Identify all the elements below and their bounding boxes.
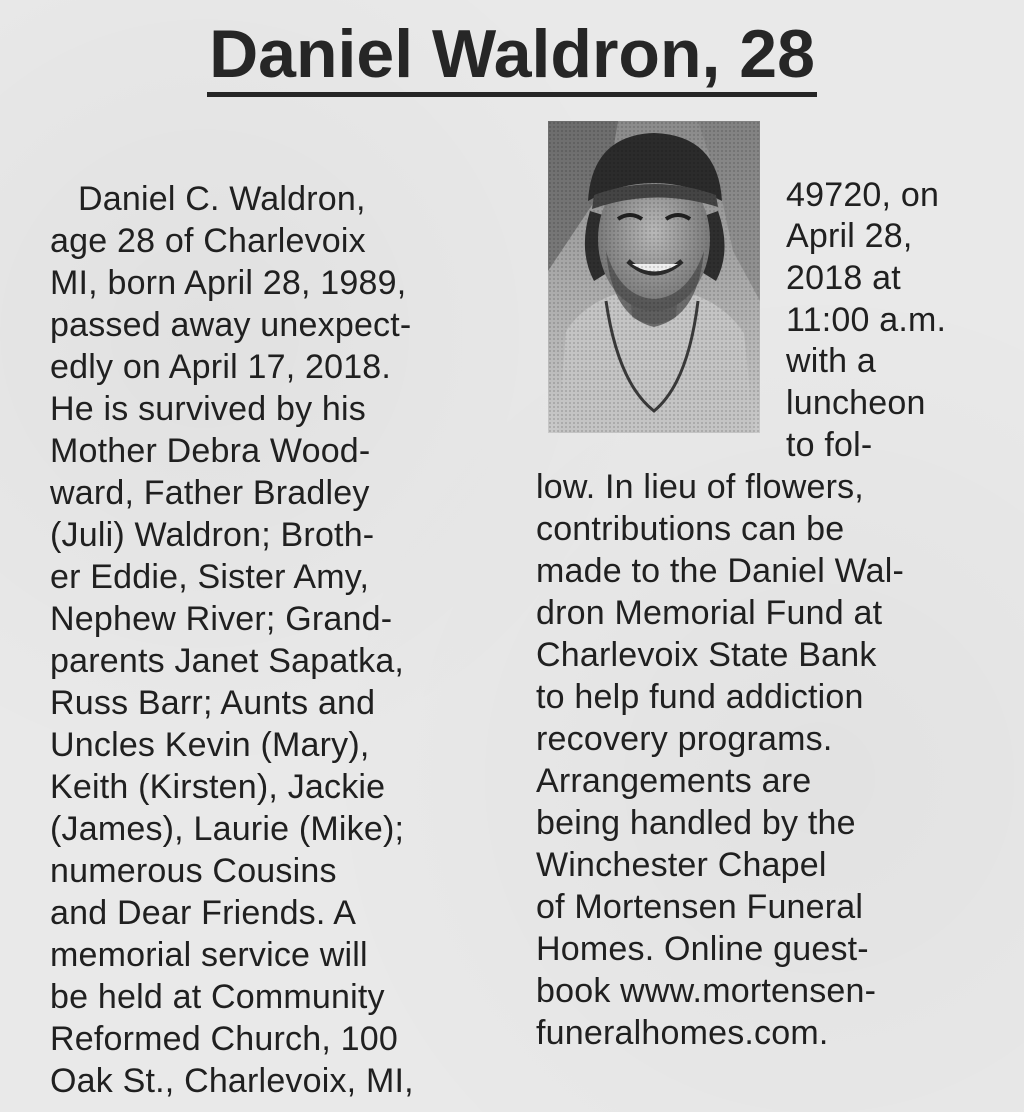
left-column-line: Mother Debra Wood-: [50, 432, 371, 470]
right-column-line: Charlevoix State Bank: [536, 636, 877, 674]
left-column-line: and Dear Friends. A: [50, 894, 357, 932]
left-column-line: be held at Community: [50, 978, 385, 1016]
right-column-line: to fol-: [786, 426, 873, 464]
left-column-line: ward, Father Bradley: [50, 474, 370, 512]
portrait-image: [548, 121, 760, 433]
right-column-line: 2018 at: [786, 259, 901, 297]
right-column-line: Arrangements are: [536, 762, 812, 800]
right-column-line: to help fund addiction: [536, 678, 864, 716]
left-column-line: Keith (Kirsten), Jackie: [50, 768, 386, 806]
right-column-line: recovery programs.: [536, 720, 833, 758]
left-column-line: (James), Laurie (Mike);: [50, 810, 405, 848]
left-column-line: Oak St., Charlevoix, MI,: [50, 1062, 414, 1100]
left-column-line: Reformed Church, 100: [50, 1020, 398, 1058]
right-column-line: 11:00 a.m.: [786, 301, 947, 339]
portrait-photo: [548, 121, 760, 433]
left-column-line: numerous Cousins: [50, 852, 337, 890]
left-column-line: MI, born April 28, 1989,: [50, 264, 407, 302]
left-column-line: parents Janet Sapatka,: [50, 642, 405, 680]
left-column-line: He is survived by his: [50, 390, 366, 428]
left-column-line: Nephew River; Grand-: [50, 600, 393, 638]
right-column-line: 49720, on: [786, 176, 940, 214]
left-column-line: memorial service will: [50, 936, 368, 974]
right-column-line: low. In lieu of flowers,: [536, 468, 864, 506]
left-column-line: Russ Barr; Aunts and: [50, 684, 376, 722]
right-column-line: made to the Daniel Wal-: [536, 552, 905, 590]
left-column-line: er Eddie, Sister Amy,: [50, 558, 370, 596]
headline-text: Daniel Waldron, 28: [207, 16, 817, 97]
right-column-line: book www.mortensen-: [536, 972, 877, 1010]
right-column-line: of Mortensen Funeral: [536, 888, 864, 926]
left-column-line: passed away unexpect-: [50, 306, 412, 344]
right-column-line: Homes. Online guest-: [536, 930, 869, 968]
right-column-line: being handled by the: [536, 804, 856, 842]
obituary-headline: [0, 12, 1024, 96]
left-column-line: edly on April 17, 2018.: [50, 348, 392, 386]
right-column-line: with a: [786, 342, 877, 380]
left-column-line: Uncles Kevin (Mary),: [50, 726, 370, 764]
right-column-line: April 28,: [786, 217, 913, 255]
right-column-line: dron Memorial Fund at: [536, 594, 883, 632]
right-column-line: Winchester Chapel: [536, 846, 827, 884]
left-column-line: age 28 of Charlevoix: [50, 222, 366, 260]
right-column-line: funeralhomes.com.: [536, 1014, 829, 1052]
right-column-line: contributions can be: [536, 510, 845, 548]
left-column-line: Daniel C. Waldron,: [78, 180, 366, 218]
right-column-line: luncheon: [786, 384, 926, 422]
left-column-line: (Juli) Waldron; Broth-: [50, 516, 375, 554]
